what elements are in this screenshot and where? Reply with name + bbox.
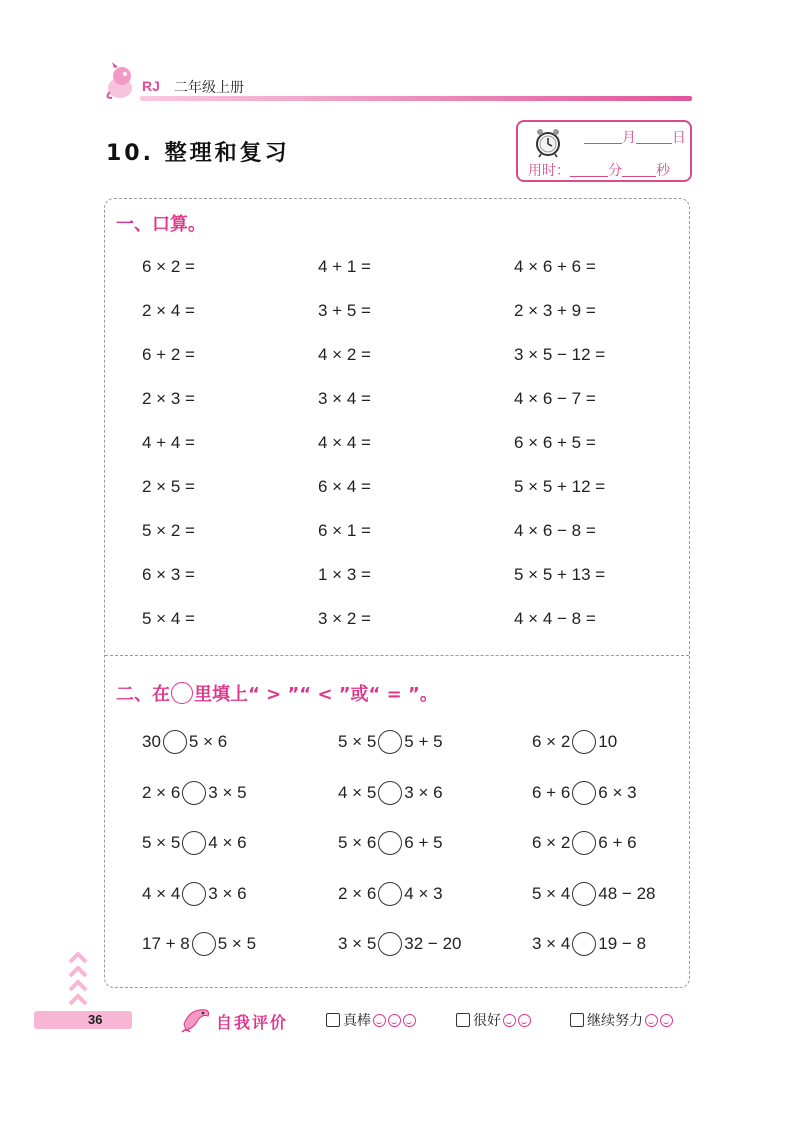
comparison-right: 6 + 5 — [404, 833, 443, 852]
month-blank[interactable] — [584, 130, 622, 144]
rating-checkbox[interactable] — [326, 1013, 340, 1027]
answer-circle[interactable] — [163, 730, 187, 754]
oral-problem: 5 × 5 + 13 = — [514, 565, 606, 584]
comparison-problem — [142, 882, 247, 906]
answer-circle[interactable] — [182, 781, 206, 805]
comparison-right: 48 − 28 — [598, 883, 656, 903]
smiley-icon — [388, 1014, 401, 1027]
comparison-right: 3 × 6 — [404, 782, 443, 802]
oral-problem: 6 + 2 = — [142, 345, 195, 364]
comparison-right: 5 × 6 — [188, 732, 228, 751]
smiley-icon — [660, 1014, 673, 1027]
date-time-box — [516, 120, 692, 182]
comparison-left: 17 + 8 — [142, 934, 190, 953]
comparison-problem — [338, 730, 443, 754]
seconds-label: 秒 — [656, 163, 670, 179]
comparison-problem — [532, 882, 656, 906]
answer-circle[interactable] — [378, 932, 402, 956]
oral-problem: 6 × 4 = — [318, 477, 371, 496]
answer-circle[interactable] — [182, 882, 206, 906]
comparison-problem — [142, 831, 247, 855]
circle-symbol — [171, 682, 193, 704]
answer-circle[interactable] — [378, 882, 402, 906]
pink-mascot-icon — [100, 62, 140, 102]
comparison-right: 4 × 6 — [208, 833, 247, 852]
day-label: 日 — [672, 130, 686, 146]
comparison-left: 2 × 6 — [338, 883, 377, 903]
comparison-problem — [142, 730, 227, 754]
comparison-right: 19 − 8 — [598, 934, 647, 953]
section2-heading — [116, 680, 438, 706]
oral-problem: 1 × 3 = — [318, 565, 371, 584]
answer-circle[interactable] — [572, 831, 596, 855]
answer-circle[interactable] — [182, 831, 206, 855]
page-header — [100, 62, 692, 104]
oral-problem: 4 × 2 = — [318, 345, 371, 364]
comparison-right: 3 × 6 — [208, 883, 247, 903]
oral-problem: 4 × 6 − 8 = — [514, 521, 596, 540]
comparison-problem — [338, 932, 462, 956]
oral-problem: 4 × 4 = — [318, 433, 371, 452]
comparison-left: 2 × 6 — [142, 782, 181, 802]
answer-circle[interactable] — [378, 781, 402, 805]
section1-heading: 一、口算。 — [116, 214, 206, 235]
rating-label: 真棒 — [343, 1013, 371, 1029]
comparison-left: 3 × 4 — [532, 934, 571, 953]
month-label: 月 — [622, 130, 636, 146]
comparison-right: 5 + 5 — [404, 732, 443, 751]
oral-problem: 2 × 5 = — [142, 477, 195, 496]
rating-checkbox[interactable] — [570, 1013, 584, 1027]
oral-problem: 5 × 5 + 12 = — [514, 477, 606, 496]
section2-heading-post: 里填上“ > ”“ < ”或“ = ”。 — [194, 684, 438, 705]
comparison-problem — [142, 781, 247, 805]
comparison-left: 6 × 2 — [532, 833, 571, 852]
oral-problem: 4 × 4 − 8 = — [514, 609, 596, 628]
comparison-right: 3 × 5 — [208, 782, 247, 802]
comparison-problem — [338, 831, 443, 855]
oral-problem: 4 + 1 = — [318, 257, 371, 276]
dolphin-icon — [180, 1002, 214, 1036]
comparison-left: 5 × 5 — [338, 732, 377, 751]
page-number: 36 — [34, 1011, 132, 1029]
comparison-right: 4 × 3 — [404, 883, 443, 903]
comparison-problem — [338, 882, 443, 906]
minutes-blank[interactable] — [570, 163, 608, 177]
comparison-right: 5 × 5 — [217, 934, 257, 953]
comparison-right: 10 — [598, 732, 618, 751]
oral-problem: 4 × 6 − 7 = — [514, 389, 596, 408]
oral-problem: 2 × 3 + 9 = — [514, 301, 596, 320]
oral-problem: 6 × 1 = — [318, 521, 371, 540]
series-label: RJ — [142, 78, 160, 94]
oral-problem: 3 × 5 − 12 = — [514, 345, 606, 364]
comparison-left: 5 × 4 — [532, 883, 571, 903]
oral-problem: 6 × 3 = — [142, 565, 195, 584]
comparison-problem — [532, 730, 617, 754]
time-label: 用时： — [528, 163, 570, 179]
smiley-icon — [518, 1014, 531, 1027]
answer-circle[interactable] — [572, 781, 596, 805]
answer-circle[interactable] — [572, 730, 596, 754]
oral-problem: 2 × 4 = — [142, 301, 195, 320]
comparison-left: 6 + 6 — [532, 782, 571, 802]
answer-circle[interactable] — [378, 831, 402, 855]
section-divider — [105, 655, 689, 656]
comparison-problem — [532, 932, 646, 956]
grade-label: 二年级上册 — [174, 80, 244, 96]
comparison-right: 32 − 20 — [404, 934, 462, 953]
oral-problem: 6 × 2 = — [142, 257, 195, 276]
comparison-problem — [532, 831, 637, 855]
page-title: 10. 整理和复习 — [106, 141, 290, 166]
oral-problem: 2 × 3 = — [142, 389, 195, 408]
comparison-problem — [142, 932, 256, 956]
oral-problem: 5 × 2 = — [142, 521, 195, 540]
comparison-left: 4 × 4 — [142, 883, 181, 903]
comparison-right: 6 × 3 — [598, 782, 637, 802]
smiley-icon — [645, 1014, 658, 1027]
oral-problem: 5 × 4 = — [142, 609, 195, 628]
oral-problem: 4 × 6 + 6 = — [514, 257, 596, 276]
comparison-left: 4 × 5 — [338, 782, 377, 802]
smiley-icon — [373, 1014, 386, 1027]
section2-heading-pre: 二、在 — [116, 684, 170, 705]
time-line — [528, 160, 670, 180]
comparison-problem — [532, 781, 637, 805]
answer-circle[interactable] — [572, 932, 596, 956]
oral-problem: 4 + 4 = — [142, 433, 195, 452]
header-rule — [140, 96, 692, 101]
comparison-problem — [338, 781, 443, 805]
oral-problem: 3 × 2 = — [318, 609, 371, 628]
date-line — [584, 127, 686, 147]
day-blank[interactable] — [636, 130, 672, 144]
rating-option-great[interactable] — [326, 1010, 416, 1030]
answer-circle[interactable] — [572, 882, 596, 906]
comparison-left: 3 × 5 — [338, 934, 377, 953]
comparison-left: 30 — [142, 732, 161, 751]
oral-problem: 3 × 4 = — [318, 389, 371, 408]
alarm-clock-icon — [532, 126, 564, 158]
seconds-blank[interactable] — [622, 163, 656, 177]
smiley-icon — [403, 1014, 416, 1027]
rating-label: 很好 — [473, 1013, 501, 1029]
comparison-right: 6 + 6 — [598, 833, 637, 852]
comparison-left: 6 × 2 — [532, 732, 571, 751]
self-evaluation-label: 自我评价 — [216, 1013, 289, 1032]
oral-problem: 3 + 5 = — [318, 301, 371, 320]
smiley-icon — [503, 1014, 516, 1027]
rating-checkbox[interactable] — [456, 1013, 470, 1027]
answer-circle[interactable] — [378, 730, 402, 754]
minutes-label: 分 — [608, 163, 622, 179]
comparison-left: 5 × 5 — [142, 833, 181, 852]
comparison-left: 5 × 6 — [338, 833, 377, 852]
rating-option-keep-trying[interactable] — [570, 1010, 673, 1030]
oral-problem: 6 × 6 + 5 = — [514, 433, 596, 452]
chevron-up-decoration-icon — [66, 952, 90, 1008]
rating-option-good[interactable] — [456, 1010, 531, 1030]
answer-circle[interactable] — [192, 932, 216, 956]
rating-label: 继续努力 — [587, 1013, 643, 1029]
